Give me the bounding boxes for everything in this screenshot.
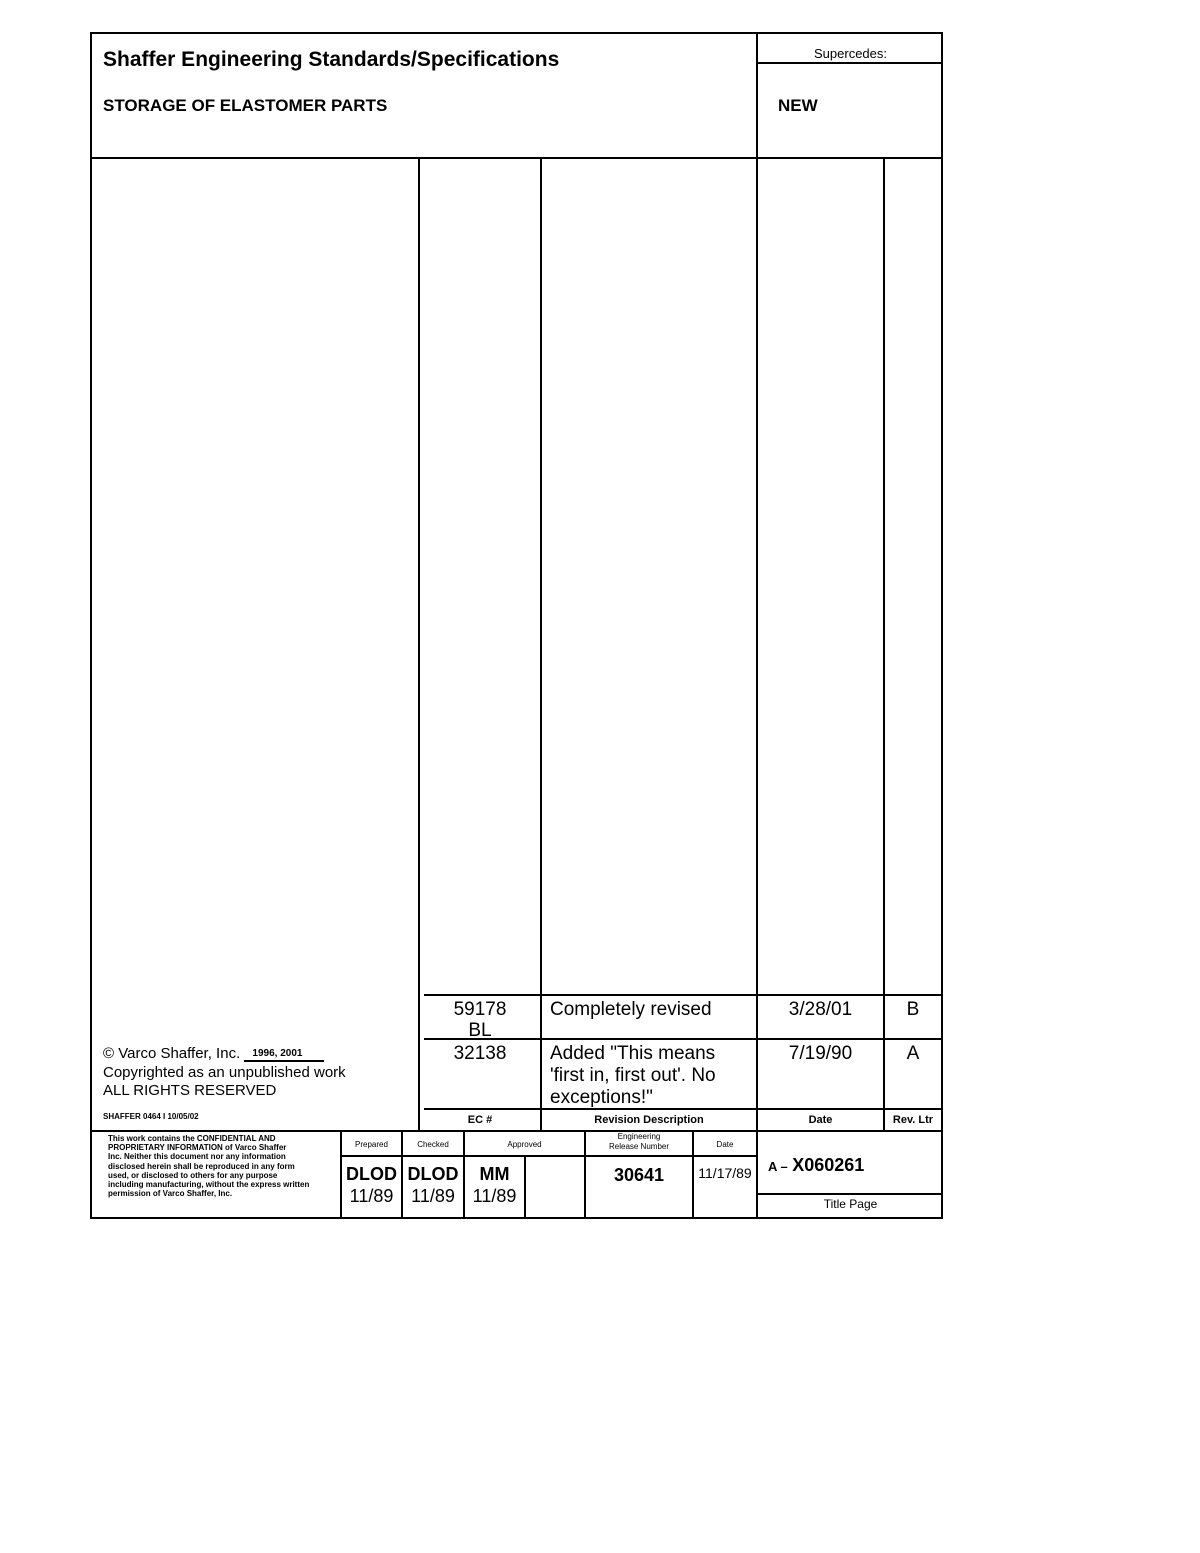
copyright-line2: Copyrighted as an unpublished work [103,1064,346,1081]
release-date: 11/17/89 [698,1165,752,1181]
revision-b-letter: B [906,999,920,1020]
approved-label: Approved [507,1140,542,1149]
form-code: SHAFFER 0464 I 10/05/02 [103,1112,199,1121]
confidential-notice [108,1134,340,1198]
document-number-value: X060261 [792,1155,865,1175]
footer-page-line [756,1193,943,1195]
confidential-line: PROPRIETARY INFORMATION of Varco Shaffer [108,1143,287,1153]
document-number [768,1156,864,1176]
confidential-line: Inc. Neither this document nor any information [108,1152,286,1162]
rev-column-left-line [883,157,885,1131]
date-column-header: Date [808,1114,833,1126]
revision-a-letter: A [906,1043,920,1064]
revision-header-bottom-line [90,1130,943,1132]
document-subtitle: STORAGE OF ELASTOMER PARTS [103,96,388,115]
revision-b-ec: 59178 [453,999,507,1020]
confidential-line: This work contains the CONFIDENTIAL AND [108,1134,276,1143]
revision-row-top-line [424,994,943,996]
revision-b-description: Completely revised [550,999,712,1020]
confidential-line: including manufacturing, without the express written [108,1179,310,1189]
supercedes-value: NEW [778,96,818,115]
prepared-label: Prepared [355,1140,388,1149]
rev-column-header: Rev. Ltr [892,1114,934,1126]
copyright-years: 1996, 2001 [244,1048,324,1062]
confidential-line: disclosed herein shall be reproduced in any form [108,1161,295,1171]
revision-a-description-line3: exceptions!" [550,1087,653,1108]
copyright-line3: ALL RIGHTS RESERVED [103,1082,277,1099]
revision-b-date: 3/28/01 [788,999,853,1020]
prepared-by: DLOD [346,1164,397,1184]
ec-column-left-line [418,157,420,1131]
description-column-left-line [540,157,542,1131]
revision-a-description-line2: 'first in, first out'. No [550,1065,716,1086]
confidential-line: used, or disclosed to others for any purpose [108,1170,278,1180]
approved-date: 11/89 [472,1186,517,1206]
page-label: Title Page [823,1197,878,1211]
release-label-line1: Engineering [617,1132,661,1141]
description-column-header: Revision Description [594,1114,704,1126]
prepared-date: 11/89 [349,1186,394,1206]
revision-header-top-line [424,1108,943,1110]
supercedes-label: Supercedes: [814,46,887,61]
approved-by: MM [479,1164,510,1184]
page-title: Shaffer Engineering Standards/Specifications [103,48,560,71]
header-divider [90,157,943,159]
revision-a-description-line1: Added "This means [550,1043,716,1064]
copyright-holder: © Varco Shaffer, Inc. [103,1045,241,1062]
date-column-left-line [756,157,758,1131]
supercedes-divider [756,62,943,64]
ec-column-header: EC # [467,1114,493,1126]
release-label-line2: Release Number [608,1142,670,1151]
copyright-line1 [103,1046,324,1063]
revision-b-ec-suffix: BL [468,1020,492,1041]
footer-date-label: Date [716,1140,734,1149]
footer-label-line [340,1155,757,1157]
release-number: 30641 [613,1165,665,1185]
revision-a-date: 7/19/90 [788,1043,853,1064]
revision-a-ec: 32138 [453,1043,507,1064]
confidential-line: permission of Varco Shaffer, Inc. [108,1189,233,1199]
checked-by: DLOD [407,1164,459,1184]
document-number-prefix: A – [768,1159,788,1174]
checked-label: Checked [417,1140,449,1149]
checked-date: 11/89 [411,1186,455,1206]
footer-divider-approved-2 [524,1156,526,1219]
